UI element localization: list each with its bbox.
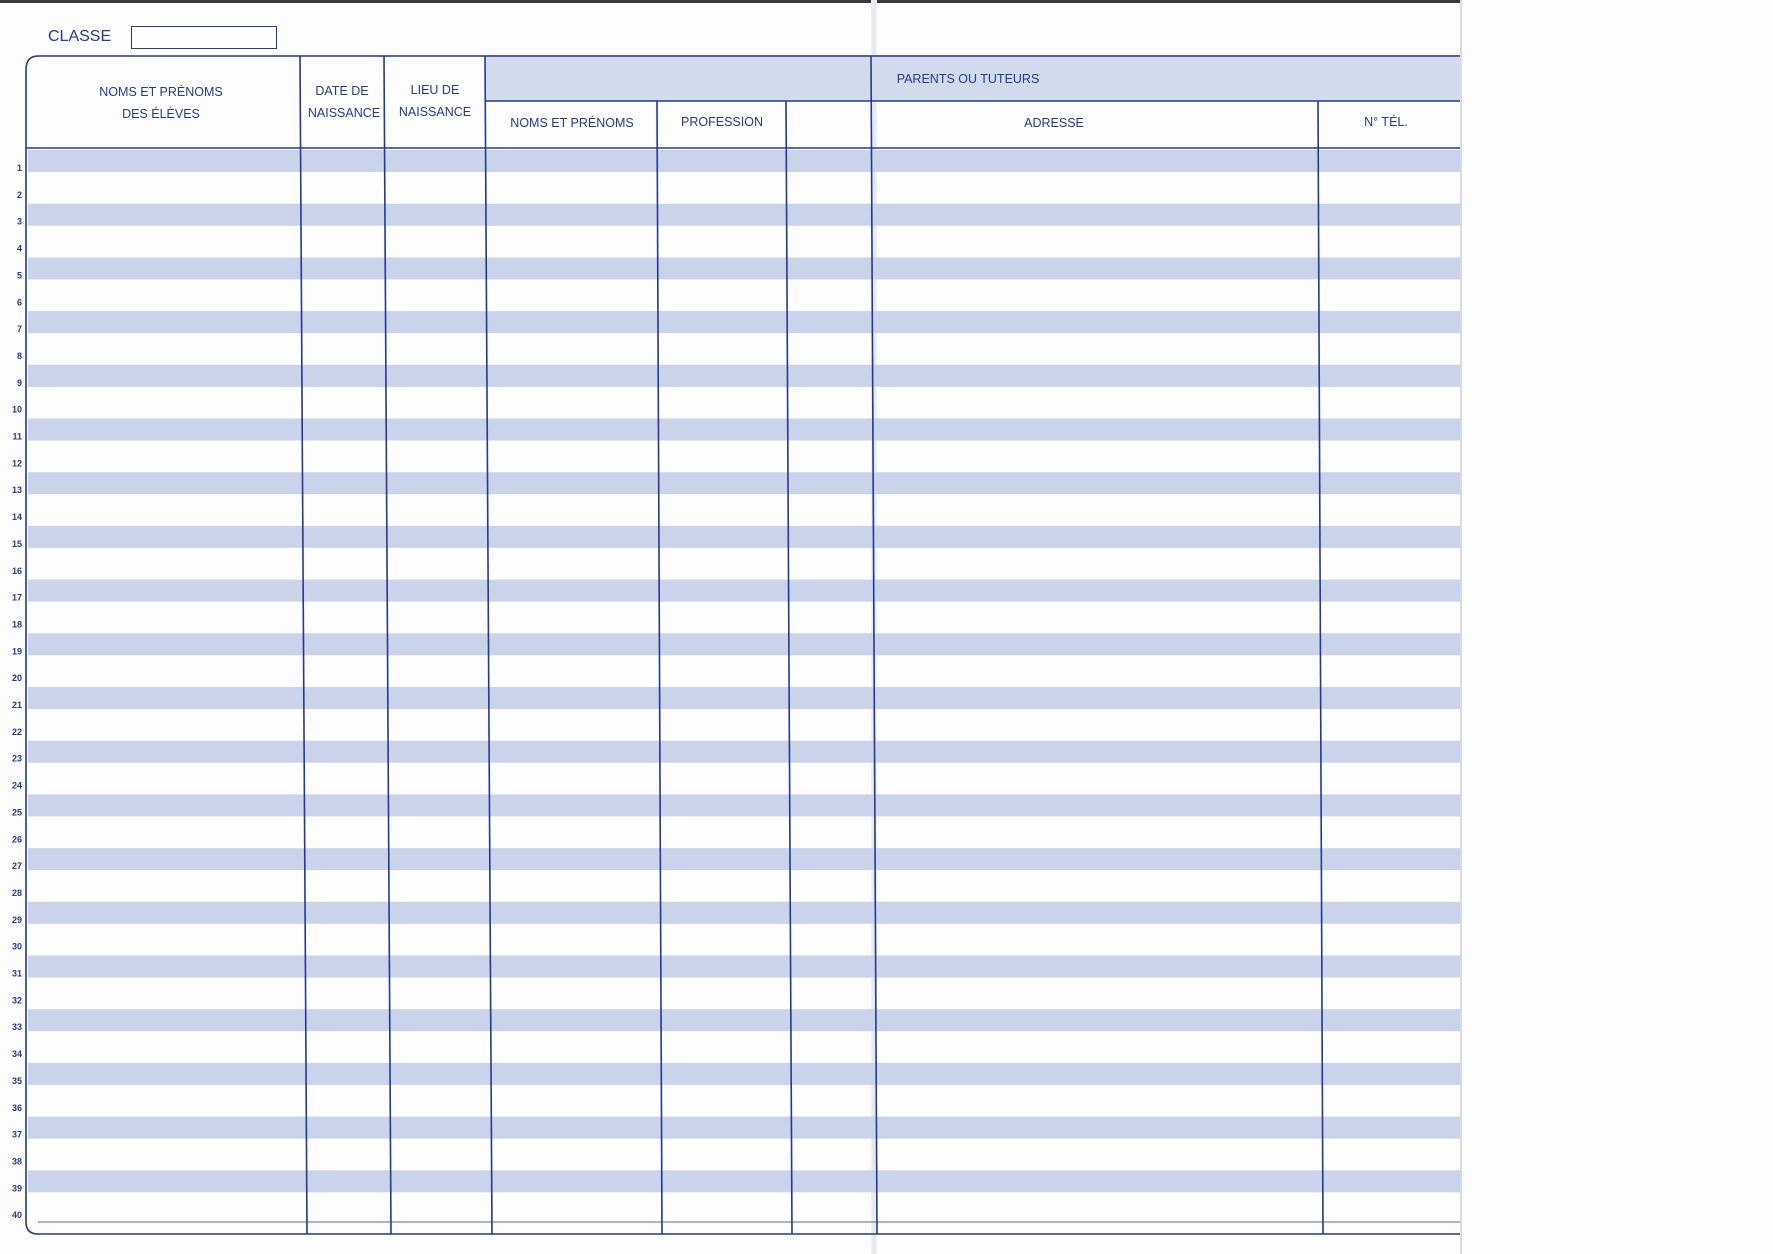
row-number: 27 — [11, 861, 22, 872]
row-number: 20 — [11, 673, 22, 684]
row-number: 12 — [11, 458, 22, 469]
row-number: 36 — [11, 1102, 22, 1113]
row-stripe — [28, 741, 1460, 763]
header-birth-place-1: LIEU DE — [410, 83, 460, 97]
row-number: 29 — [11, 914, 22, 925]
row-stripe — [28, 150, 1460, 172]
row-number: 11 — [12, 431, 22, 442]
row-number: 13 — [11, 485, 22, 496]
row-number: 10 — [11, 404, 22, 415]
header-student-names-2: DES ÉLÈVES — [122, 107, 200, 121]
row-number: 24 — [11, 780, 22, 791]
row-stripe — [28, 365, 1460, 387]
row-number: 37 — [11, 1129, 22, 1140]
row-stripe — [28, 204, 1460, 226]
header-address: ADRESSE — [1024, 116, 1084, 130]
header-parent-names: NOMS ET PRÉNOMS — [510, 116, 634, 130]
row-number: 18 — [11, 619, 22, 630]
row-stripe — [28, 1063, 1460, 1085]
row-stripe — [28, 311, 1460, 333]
header-birth-place-2: NAISSANCE — [398, 105, 472, 119]
row-number: 33 — [11, 1022, 22, 1033]
row-number: 7 — [16, 324, 22, 335]
row-stripe — [28, 1009, 1460, 1031]
row-number: 6 — [16, 297, 22, 308]
row-number: 17 — [11, 592, 22, 603]
row-number: 32 — [11, 995, 22, 1006]
row-stripe — [28, 1170, 1460, 1192]
row-number: 2 — [16, 189, 22, 200]
classe-label: CLASSE — [48, 28, 112, 45]
row-number: 8 — [16, 350, 22, 361]
row-number: 3 — [16, 216, 22, 227]
row-stripes — [28, 150, 1460, 1192]
row-number: 38 — [11, 1156, 22, 1167]
row-number: 1 — [16, 163, 22, 173]
row-number: 34 — [11, 1049, 22, 1060]
row-number: 40 — [11, 1210, 22, 1221]
row-number: 21 — [11, 700, 22, 710]
row-number: 15 — [11, 538, 22, 549]
row-stripe — [28, 848, 1460, 870]
header-profession: PROFESSION — [681, 115, 763, 129]
row-number: 26 — [11, 834, 22, 845]
header-birth-date-2: NAISSANCE — [307, 106, 381, 120]
row-number: 14 — [11, 512, 22, 523]
row-stripe — [28, 526, 1460, 548]
header-phone: N° TÉL. — [1364, 115, 1408, 129]
row-stripe — [28, 257, 1460, 279]
row-number: 19 — [11, 646, 22, 657]
row-stripe — [28, 580, 1460, 602]
row-number: 39 — [11, 1183, 22, 1194]
row-stripe — [28, 687, 1460, 709]
row-numbers — [12, 163, 22, 1220]
row-number: 30 — [11, 941, 22, 952]
row-number: 23 — [11, 753, 22, 764]
row-number: 5 — [16, 270, 22, 281]
row-number: 22 — [11, 726, 22, 737]
header-birth-date-1: DATE DE — [315, 84, 369, 98]
row-stripe — [28, 472, 1460, 494]
header-student-names-1: NOMS ET PRÉNOMS — [99, 85, 223, 99]
row-number: 28 — [11, 887, 22, 898]
row-stripe — [28, 633, 1460, 655]
row-stripe — [28, 956, 1460, 978]
row-number: 35 — [11, 1075, 22, 1086]
row-stripe — [28, 419, 1460, 441]
row-number: 31 — [11, 968, 22, 979]
row-stripe — [28, 1117, 1460, 1139]
row-number: 4 — [16, 243, 22, 254]
row-stripe — [28, 902, 1460, 924]
header-parents-group: PARENTS OU TUTEURS — [896, 72, 1040, 86]
row-number: 16 — [11, 565, 22, 576]
row-number: 9 — [16, 377, 22, 388]
row-stripe — [28, 794, 1460, 816]
row-number: 25 — [11, 807, 22, 818]
